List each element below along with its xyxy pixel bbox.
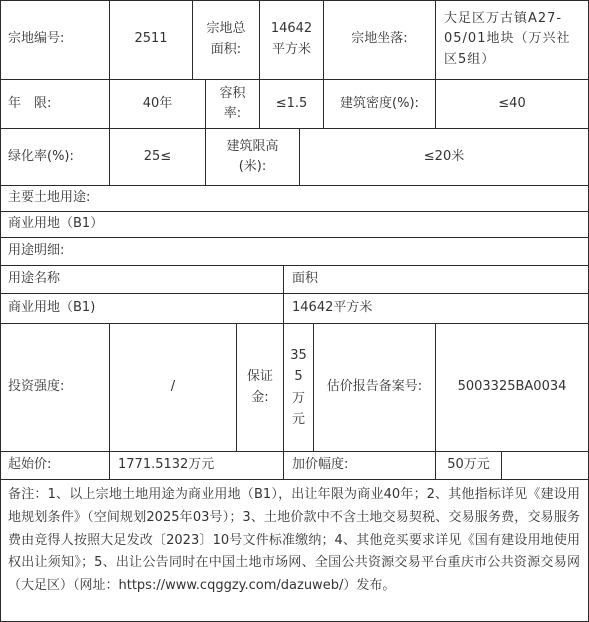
parcel-location-label: 宗地坐落:	[324, 0, 436, 80]
height-limit-label: 建筑限高(米):	[206, 129, 300, 186]
density-label: 建筑密度(%):	[324, 80, 436, 129]
use-area-value: 14642平方米	[284, 294, 589, 324]
use-area-header: 面积	[284, 266, 589, 294]
investment-value: /	[110, 324, 237, 452]
parcel-no-label: 宗地编号:	[0, 0, 110, 80]
far-label: 容积率:	[206, 80, 260, 129]
parcel-area-label: 宗地总面积:	[193, 0, 260, 80]
increment-label: 加价幅度:	[284, 452, 436, 480]
use-name-value: 商业用地（B1)	[0, 294, 284, 324]
deposit-value: 355万元	[284, 324, 314, 452]
main-use-value: 商业用地（B1）	[0, 212, 589, 238]
green-rate-label: 绿化率(%):	[0, 129, 110, 186]
investment-label: 投资强度:	[0, 324, 110, 452]
height-limit-value: ≤20米	[300, 129, 589, 186]
use-name-header: 用途名称	[0, 266, 284, 294]
main-use-label: 主要土地用途:	[0, 186, 589, 212]
deposit-label: 保证金:	[237, 324, 284, 452]
use-detail-label: 用途明细:	[0, 238, 589, 266]
report-no-label: 估价报告备案号:	[314, 324, 436, 452]
parcel-no-value: 2511	[110, 0, 193, 80]
far-value: ≤1.5	[260, 80, 324, 129]
term-value: 40年	[110, 80, 206, 129]
parcel-location-value: 大足区万古镇A27-05/01地块（万兴社区5组）	[436, 0, 589, 80]
term-label: 年 限:	[0, 80, 110, 129]
start-price-label: 起始价:	[0, 452, 110, 480]
increment-value: 50万元	[436, 452, 502, 480]
green-rate-value: 25≤	[110, 129, 206, 186]
start-price-value: 1771.5132万元	[110, 452, 284, 480]
parcel-area-value: 14642平方米	[260, 0, 324, 80]
increment-blank-cell	[502, 452, 589, 480]
remarks-text: 备注：1、以上宗地土地用途为商业用地（B1），出让年限为商业40年；2、其他指标详见《建设用地规划条件》（空间规划2025年03号）；3、土地价款中不含土地交易契税、交易服务费，交易服务费由竞得人按照大足发改〔2023〕10号文件标准缴纳；4、其他竞买要求详见《国有建设用地使用权出让须知》；5、出让公告同时在中国土地市场网、全国公共资源交易平台重庆市公共资源交易网（大足区）（网址：https://www.cqggzy.com/dazuweb/）发布。	[0, 480, 589, 622]
report-no-value: 5003325BA0034	[436, 324, 589, 452]
density-value: ≤40	[436, 80, 589, 129]
